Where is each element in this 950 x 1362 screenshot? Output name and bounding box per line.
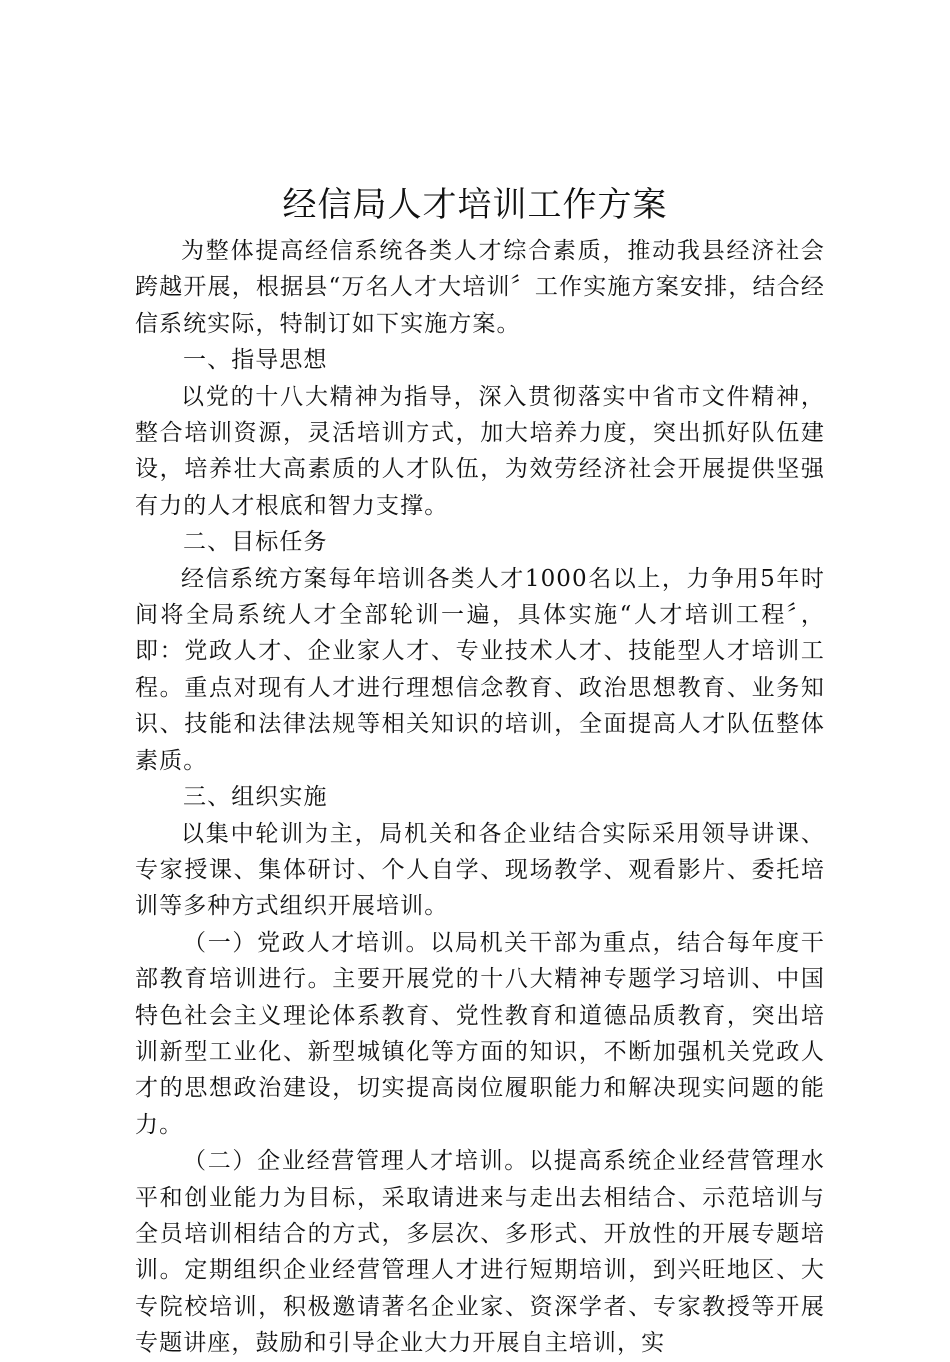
section-heading-organization: 三、组织实施 xyxy=(183,784,328,811)
intro-paragraph: 为整体提高经信系统各类人才综合素质，推动我县经济社会跨越开展，根据县“万名人才大培训〞工作实施方案安排，结合经信系统实际，特制订如下实施方案。 xyxy=(135,238,825,337)
document-body xyxy=(135,233,825,1362)
goals-tasks-paragraph: 经信系统方案每年培训各类人才1000名以上，力争用5年时间将全局系统人才全部轮训一遍，具体实施“人才培训工程〞，即：党政人才、企业家人才、专业技术人才、技能型人才培训工程。重点对现有人才进行理想信念教育、政治思想教育、业务知识、技能和法律法规等相关知识的培训，全面提高人才队伍整体素质。 xyxy=(135,565,825,774)
section-heading-goals-tasks: 二、目标任务 xyxy=(183,529,328,556)
document-title: 经信局人才培训工作方案 xyxy=(282,185,668,225)
section-heading-guiding-ideology: 一、指导思想 xyxy=(183,347,328,374)
party-talent-training-paragraph: （一）党政人才培训。以局机关干部为重点，结合每年度干部教育培训进行。主要开展党的十八大精神专题学习培训、中国特色社会主义理论体系教育、党性教育和道德品质教育，突出培训新型工业化、新型城镇化等方面的知识，不断加强机关党政人才的思想政治建设，切实提高岗位履职能力和解决现实问题的能力。 xyxy=(135,929,825,1138)
guiding-ideology-paragraph: 以党的十八大精神为指导，深入贯彻落实中省市文件精神，整合培训资源，灵活培训方式，加大培养力度，突出抓好队伍建设，培养壮大高素质的人才队伍，为效劳经济社会开展提供坚强有力的人才根底和智力支撑。 xyxy=(135,383,825,519)
organization-paragraph: 以集中轮训为主，局机关和各企业结合实际采用领导讲课、专家授课、集体研讨、个人自学、现场教学、观看影片、委托培训等多种方式组织开展培训。 xyxy=(135,820,825,920)
enterprise-talent-training-paragraph: （二）企业经营管理人才培训。以提高系统企业经营管理水平和创业能力为目标，采取请进来与走出去相结合、示范培训与全员培训相结合的方式，多层次、多形式、开放性的开展专题培训。定期组织企业经营管理人才进行短期培训，到兴旺地区、大专院校培训，积极邀请著名企业家、资深学者、专家教授等开展专题讲座，鼓励和引导企业大力开展自主培训，实 xyxy=(135,1148,825,1357)
